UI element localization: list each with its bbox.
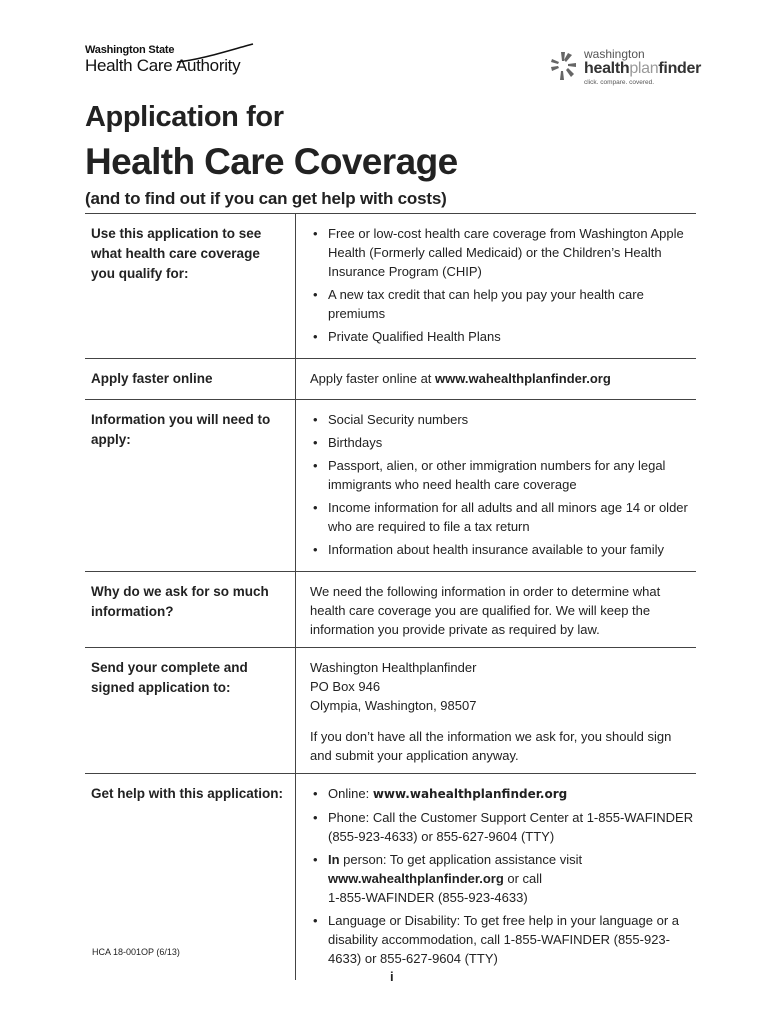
row-send <box>85 648 696 774</box>
help-in-person-phone: 1-855-WAFINDER (855-923-4633) <box>328 890 528 905</box>
healthplanfinder-text <box>584 48 701 87</box>
apply-text: Apply faster online at <box>310 371 436 386</box>
row-use-content <box>296 214 697 359</box>
info-item-3: • Passport, alien, or other immigration numbers for any legal immigrants who need health care coverage <box>310 456 696 494</box>
help-in-person-link[interactable]: www.wahealthplanfinder.org <box>328 871 504 886</box>
help-online-label: Online: <box>328 786 373 801</box>
info-item-5: • Information about health insurance available to your family <box>310 540 696 559</box>
hpf-health: health <box>584 60 630 77</box>
row-why-content <box>296 572 697 648</box>
info-item-1: • Social Security numbers <box>310 410 696 429</box>
info-item-2: • Birthdays <box>310 433 696 452</box>
row-use <box>85 214 696 359</box>
hca-logo <box>85 44 240 75</box>
hpf-finder: finder <box>658 60 702 77</box>
row-help-label: Get help with this application: <box>91 786 284 801</box>
row-apply-content <box>296 359 697 400</box>
hca-logo-line1: Washington State <box>85 44 175 56</box>
page-number: i <box>390 969 394 984</box>
row-info-label: Information you will need to apply: <box>91 412 271 447</box>
info-item-4: • Income information for all adults and all minors age 14 or older who are required to file a tax return <box>310 498 696 536</box>
info-table <box>85 213 696 980</box>
row-info-content <box>296 400 697 572</box>
help-online <box>310 784 696 804</box>
apply-link[interactable]: www.wahealthplanfinder.org <box>435 371 611 386</box>
form-code: HCA 18-001OP (6/13) <box>92 947 180 957</box>
title-line2: Health Care Coverage <box>85 141 458 182</box>
healthplanfinder-mark-icon <box>548 50 580 82</box>
row-info <box>85 400 696 572</box>
address-city: Olympia, Washington, 98507 <box>310 698 477 713</box>
help-list <box>310 784 696 968</box>
row-use-label: Use this application to see what health care coverage you qualify for: <box>91 226 262 281</box>
row-help-content <box>296 774 697 981</box>
address-box: PO Box 946 <box>310 679 381 694</box>
hpf-washington: washington <box>584 47 645 61</box>
help-phone: • Phone: Call the Customer Support Center at 1-855-WAFINDER (855-923-4633) or 855-627-9604 (TTY) <box>310 808 696 846</box>
help-in-person-bold: In <box>328 852 340 867</box>
row-send-content <box>296 648 697 774</box>
help-in-person-text: person: To get application assistance visit <box>339 852 583 867</box>
info-list <box>310 410 696 559</box>
hpf-plan: plan <box>629 60 659 77</box>
help-language: • Language or Disability: To get free help in your language or a disability accommodation, call 1-855-WAFINDER (855-923-4633) or 855-627-9604 (TTY) <box>310 911 696 968</box>
subtitle: (and to find out if you can get help with costs) <box>85 189 447 208</box>
why-text: We need the following information in order to determine what health care coverage you are qualified for. We will keep the information you provide private as required by law. <box>310 584 661 637</box>
use-list <box>310 224 696 346</box>
help-in-person <box>310 850 696 907</box>
use-item-1: • Free or low-cost health care coverage from Washington Apple Health (Formerly called Medicaid) or the Children’s Health Insurance Program (CHIP) <box>310 224 696 281</box>
row-apply-label: Apply faster online <box>91 371 213 386</box>
row-why <box>85 572 696 648</box>
row-why-label: Why do we ask for so much information? <box>91 584 269 619</box>
help-in-person-call: or call <box>503 871 543 886</box>
hpf-tagline: click. compare. covered. <box>584 79 655 86</box>
hca-logo-authority: Authority <box>175 56 241 75</box>
address-name: Washington Healthplanfinder <box>310 660 477 675</box>
title-line1: Application for <box>85 101 284 133</box>
help-online-link[interactable]: www.wahealthplanfinder.org <box>372 787 568 801</box>
row-apply <box>85 359 696 400</box>
use-item-3: • Private Qualified Health Plans <box>310 327 696 346</box>
send-note: If you don’t have all the information we ask for, you should sign and submit your application anyway. <box>310 729 672 763</box>
hpf-wordmark <box>584 60 701 78</box>
hca-swoosh-icon <box>175 42 255 64</box>
row-send-label: Send your complete and signed application to: <box>91 660 248 695</box>
hca-logo-line2 <box>85 56 240 75</box>
use-item-2: • A new tax credit that can help you pay your health care premiums <box>310 285 696 323</box>
hca-logo-health-care: Health Care <box>85 56 176 75</box>
